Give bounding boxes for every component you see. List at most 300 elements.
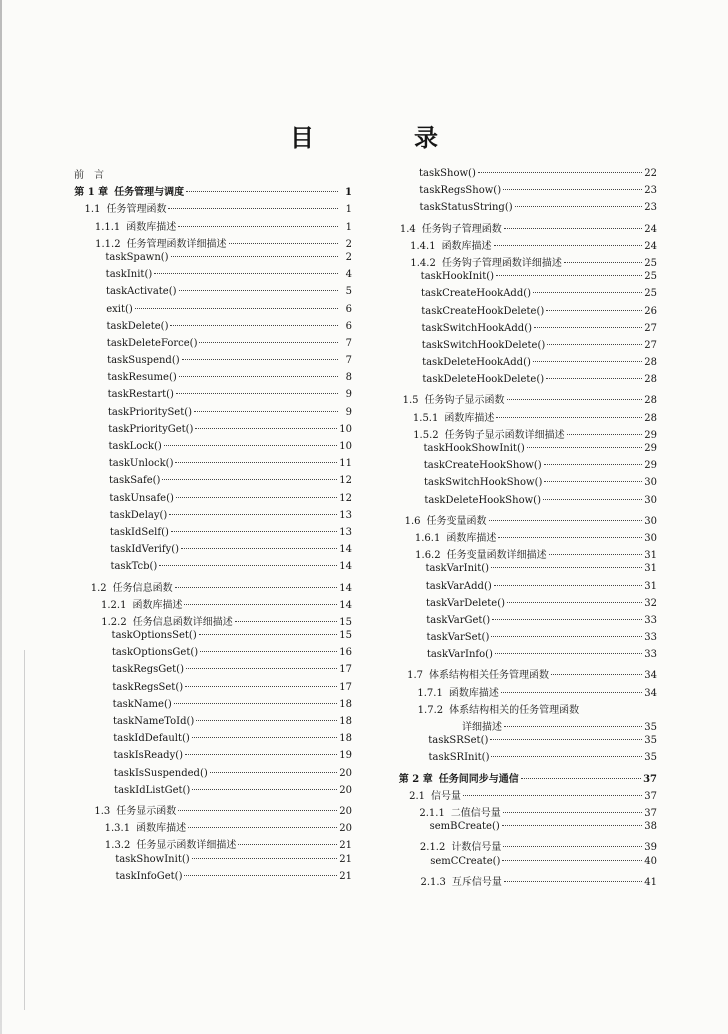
toc-entry-title: taskLock() — [108, 441, 162, 452]
toc-entry — [389, 237, 657, 254]
toc-entry — [74, 269, 352, 286]
toc-entry — [389, 340, 657, 357]
toc-entry-title: 函数库描述 — [126, 221, 177, 233]
toc-entry — [389, 220, 657, 237]
toc-entry-title: taskSpawn() — [105, 251, 169, 263]
dot-leader — [549, 554, 643, 555]
toc-entry-page: 15 — [339, 630, 352, 642]
toc-entry-title: taskTcb() — [110, 561, 158, 573]
toc-entry-title: taskSRInit() — [428, 752, 490, 764]
toc-entry-number: 2.1.2 — [419, 842, 446, 854]
scan-mark — [24, 650, 25, 1010]
toc-entry-title: 任务管理函数详细描述 — [126, 238, 227, 250]
toc-entry-page: 13 — [339, 526, 352, 538]
toc-entry-page: 27 — [644, 339, 657, 351]
toc-entry — [74, 355, 352, 372]
dot-leader — [489, 520, 643, 521]
toc-entry — [389, 649, 657, 666]
toc-entry — [74, 200, 352, 217]
dot-leader — [178, 810, 337, 811]
dot-leader — [503, 189, 642, 190]
toc-entry-page: 33 — [644, 649, 657, 661]
toc-entry-title: semBCreate() — [429, 821, 500, 833]
toc-entry — [74, 836, 352, 853]
toc-entry — [74, 596, 352, 613]
toc-entry-page: 2 — [345, 238, 352, 250]
toc-entry — [74, 716, 352, 733]
toc-entry-title: taskCreateHookDelete() — [421, 305, 545, 317]
toc-entry-title: taskRestart() — [107, 389, 174, 401]
toc-entry-page: 1 — [345, 187, 352, 199]
toc-entry-page: 12 — [339, 475, 352, 487]
toc-entry-number: 第 2 章 — [398, 773, 433, 785]
toc-entry — [74, 252, 352, 269]
toc-entry-page: 20 — [339, 805, 352, 817]
dot-leader — [164, 445, 338, 446]
toc-entry-page: 21 — [339, 840, 352, 852]
dot-leader — [210, 772, 338, 773]
toc-entry — [74, 338, 352, 355]
toc-entry-page: 28 — [644, 357, 657, 369]
toc-entry-title: 任务变量函数详细描述 — [446, 550, 547, 562]
toc-entry-title: exit() — [106, 303, 133, 315]
dot-leader — [184, 875, 337, 876]
toc-entry-number: 2.1.1 — [419, 807, 445, 819]
toc-entry-page: 18 — [339, 698, 352, 710]
toc-entry-page: 25 — [644, 257, 657, 269]
dot-leader — [551, 674, 642, 675]
dot-leader — [491, 636, 642, 637]
dot-leader — [546, 310, 642, 311]
toc-entry-page: 33 — [644, 614, 657, 626]
toc-entry — [74, 475, 352, 492]
dot-leader — [527, 447, 643, 448]
toc-entry-page: 26 — [644, 305, 657, 317]
toc-entry-page: 14 — [339, 599, 352, 611]
dot-leader — [494, 245, 643, 246]
toc-entry-page: 23 — [644, 202, 657, 214]
toc-entry-title: taskDeleteForce() — [106, 337, 198, 349]
dot-leader — [200, 651, 337, 652]
toc-entry — [74, 527, 352, 544]
toc-entry-title: taskIdDefault() — [113, 733, 190, 745]
toc-entry — [74, 458, 352, 475]
dot-leader — [229, 243, 338, 244]
dot-leader — [504, 881, 642, 882]
dot-leader — [503, 846, 642, 847]
dot-leader — [491, 756, 642, 757]
toc-entry-title: taskDelete() — [106, 320, 169, 332]
toc-entry-title: taskHookShowInit() — [423, 443, 525, 454]
dot-leader — [494, 585, 643, 586]
toc-entry-page: 7 — [345, 355, 352, 367]
toc-entry-page: 22 — [644, 168, 657, 179]
toc-entry-title: taskIdSelf() — [109, 526, 169, 538]
toc-entry-page: 14 — [339, 582, 352, 594]
toc-entry-title: taskRegsShow() — [419, 185, 502, 197]
toc-entry — [74, 854, 352, 871]
toc-entry-page: 35 — [644, 722, 657, 733]
toc-entry-number: 1.2.2 — [101, 616, 127, 628]
toc-entry-title: taskSwitchHookShow() — [424, 477, 543, 489]
toc-entry-page: 37 — [644, 807, 657, 819]
dot-leader — [182, 359, 338, 360]
dot-leader — [192, 789, 337, 790]
toc-entry-title: taskIdVerify() — [110, 544, 180, 556]
dot-leader — [179, 290, 338, 291]
toc-entry-page: 35 — [644, 752, 657, 764]
toc-entry-page: 13 — [339, 509, 352, 521]
toc-entry — [389, 202, 657, 219]
toc-entry — [389, 460, 657, 477]
toc-entry — [389, 563, 657, 580]
dot-leader — [199, 634, 338, 635]
toc-entry — [389, 632, 657, 649]
toc-entry-title: 函数库描述 — [446, 532, 497, 544]
toc-entry-number: 1.5.1 — [412, 412, 439, 424]
dot-leader — [159, 565, 337, 566]
toc-entry-page: 31 — [644, 550, 657, 562]
dot-leader — [543, 499, 642, 500]
toc-entry-page: 35 — [644, 735, 657, 747]
toc-entry-title: taskHookInit() — [420, 271, 495, 283]
toc-entry-title: 任务显示函数 — [116, 805, 177, 817]
dot-leader — [546, 378, 642, 379]
toc-entry-title: taskVarGet() — [426, 614, 491, 626]
toc-entry-page: 2 — [345, 251, 352, 263]
dot-leader — [199, 342, 338, 343]
toc-entry-title: 函数库描述 — [441, 240, 492, 252]
toc-entry — [389, 168, 657, 185]
dot-leader — [507, 602, 642, 603]
toc-entry-number: 2.1 — [409, 790, 425, 802]
toc-entry-number: 第 1 章 — [74, 187, 109, 199]
toc-entry — [389, 752, 657, 769]
toc-entry-title: taskResume() — [107, 372, 177, 384]
toc-entry — [74, 750, 352, 767]
toc-entry-page: 29 — [644, 460, 657, 472]
toc-entry-title: 函数库描述 — [448, 687, 499, 699]
toc-entry-title: taskVarDelete() — [426, 597, 506, 609]
toc-entry-title: taskSwitchHookAdd() — [421, 322, 533, 334]
toc-entry-page: 24 — [644, 223, 657, 235]
dot-leader — [503, 812, 642, 813]
toc-entry-title: taskShow() — [419, 168, 476, 179]
toc-entry — [389, 288, 657, 305]
toc-entry — [74, 389, 352, 406]
toc-entry — [74, 682, 352, 699]
dot-leader — [176, 393, 338, 394]
toc-entry — [389, 495, 657, 512]
dot-leader — [194, 411, 338, 412]
toc-entry-page: 20 — [339, 823, 352, 835]
toc-entry-number: 1.7.2 — [417, 704, 444, 716]
toc-left-column — [74, 166, 352, 888]
dot-leader — [498, 537, 642, 538]
toc-entry-number: 1.6 — [404, 515, 421, 527]
toc-entry-title: 任务管理函数 — [106, 204, 167, 216]
dot-leader — [495, 653, 642, 654]
toc-entry — [74, 819, 352, 836]
toc-entry-title: 任务显示函数详细描述 — [136, 840, 237, 852]
toc-entry — [389, 598, 657, 615]
toc-entry-title: taskVarAdd() — [425, 580, 492, 592]
toc-entry-page: 17 — [339, 681, 352, 693]
toc-entry-number: 1.4.1 — [410, 240, 436, 252]
toc-entry-page: 38 — [644, 821, 657, 833]
toc-entry-page: 10 — [339, 441, 352, 452]
dot-leader — [507, 399, 643, 400]
toc-entry — [74, 510, 352, 527]
dot-leader — [501, 692, 642, 693]
dot-leader — [188, 827, 337, 828]
toc-entry-title: 任务信息函数详细描述 — [132, 616, 233, 628]
toc-entry-number: 1.1.2 — [95, 238, 121, 250]
toc-entry — [74, 407, 352, 424]
dot-leader — [185, 686, 337, 687]
toc-entry-title: taskDeleteHookAdd() — [422, 357, 531, 369]
toc-entry-page: 23 — [644, 185, 657, 197]
toc-entry — [389, 323, 657, 340]
toc-entry-title: 详细描述 — [461, 722, 502, 733]
dot-leader — [154, 273, 338, 274]
dot-leader — [534, 327, 642, 328]
toc-right-column — [389, 168, 657, 890]
toc-entry — [389, 856, 657, 873]
toc-entry-number: 1.5 — [402, 395, 419, 407]
toc-entry — [74, 493, 352, 510]
dot-leader — [564, 262, 642, 263]
dot-leader — [178, 226, 338, 227]
toc-entry-number: 1.4.2 — [410, 257, 436, 269]
dot-leader — [504, 228, 643, 229]
toc-entry-page: 6 — [345, 320, 352, 332]
toc-entry-page: 30 — [644, 477, 657, 489]
toc-entry-page: 1 — [345, 204, 352, 216]
toc-entry-number: 1.7 — [407, 670, 424, 682]
toc-entry — [74, 286, 352, 303]
toc-entry — [389, 477, 657, 494]
toc-entry-page: 14 — [339, 544, 352, 556]
toc-entry — [74, 785, 352, 802]
toc-entry-number: 1.3 — [94, 805, 111, 817]
toc-entry-page: 29 — [644, 429, 657, 441]
toc-entry-page: 9 — [345, 389, 352, 401]
toc-entry-page: 21 — [339, 853, 352, 865]
dot-leader — [181, 548, 337, 549]
dot-leader — [192, 737, 337, 738]
toc-entry-page: 37 — [643, 773, 657, 785]
toc-entry-title: 计数信号量 — [451, 842, 502, 854]
toc-entry-title: taskShowInit() — [115, 853, 190, 865]
toc-entry-title: 任务变量函数 — [426, 515, 487, 527]
toc-entry — [389, 546, 657, 563]
dot-leader — [533, 361, 642, 362]
toc-entry — [389, 615, 657, 632]
toc-entry — [74, 768, 352, 785]
dot-leader — [174, 703, 338, 704]
toc-entry-title: 互斥信号量 — [451, 876, 502, 888]
toc-entry-number: 1.4 — [399, 223, 416, 235]
toc-entry-title: taskIdListGet() — [114, 784, 191, 796]
toc-entry-title: taskInit() — [105, 269, 153, 281]
dot-leader — [491, 567, 642, 568]
toc-entry-page: 28 — [644, 412, 657, 424]
toc-entry — [389, 271, 657, 288]
toc-entry-page: 21 — [339, 870, 352, 882]
toc-entry — [389, 357, 657, 374]
toc-entry — [74, 699, 352, 716]
toc-entry-title: taskRegsGet() — [112, 664, 184, 676]
toc-entry-page: 30 — [644, 515, 657, 527]
toc-entry — [389, 581, 657, 598]
toc-entry — [74, 579, 352, 596]
dot-leader — [192, 858, 338, 859]
toc-entry — [74, 802, 352, 819]
toc-entry-page: 8 — [345, 372, 352, 384]
toc-entry — [74, 664, 352, 681]
toc-entry-title: 函数库描述 — [132, 599, 183, 611]
toc-entry-title: 二值信号量 — [450, 807, 501, 819]
dot-leader — [504, 726, 642, 727]
toc-entry-title: taskSRSet() — [428, 735, 489, 747]
toc-entry-title: taskIsReady() — [113, 750, 184, 762]
dot-leader — [502, 860, 642, 861]
dot-leader — [533, 292, 642, 293]
toc-entry-number: 1.1.1 — [94, 221, 121, 233]
toc-entry-page: 20 — [339, 784, 352, 796]
toc-entry-number: 1.1 — [84, 204, 101, 216]
toc-entry-number: 1.6.1 — [414, 532, 441, 544]
toc-entry-title: 任务管理与调度 — [114, 187, 185, 199]
toc-entry — [389, 185, 657, 202]
toc-entry-page: 31 — [644, 563, 657, 575]
toc-entry — [389, 873, 657, 890]
dot-leader — [544, 464, 643, 465]
dot-leader — [168, 208, 338, 209]
toc-entry-page: 14 — [339, 561, 352, 573]
toc-entry — [74, 647, 352, 664]
toc-entry — [74, 544, 352, 561]
toc-entry-page: 24 — [644, 240, 657, 252]
toc-entry-title: semCCreate() — [430, 855, 501, 867]
toc-entry — [389, 409, 657, 426]
toc-entry-title: 任务钩子管理函数详细描述 — [441, 257, 562, 269]
toc-entry — [74, 218, 352, 235]
dot-leader — [184, 604, 337, 605]
toc-entry-page: 30 — [644, 494, 657, 506]
toc-entry-number: 1.3.2 — [104, 840, 131, 852]
toc-entry — [389, 787, 657, 804]
toc-entry — [74, 630, 352, 647]
toc-entry-title: taskOptionsGet() — [111, 647, 199, 659]
dot-leader — [492, 619, 642, 620]
toc-entry — [389, 391, 657, 408]
toc-entry — [389, 701, 657, 718]
dot-leader — [521, 778, 641, 779]
toc-entry-page: 19 — [339, 750, 352, 762]
toc-entry-title: taskPrioritySet() — [107, 406, 193, 418]
toc-entry-page: 32 — [644, 597, 657, 609]
toc-entry-title: taskStatusString() — [419, 202, 513, 214]
toc-entry-number: 1.2 — [90, 582, 107, 594]
toc-entry — [389, 374, 657, 391]
toc-entry-title: 任务钩子显示函数详细描述 — [444, 429, 565, 441]
toc-entry — [389, 426, 657, 443]
dot-leader — [490, 739, 642, 740]
dot-leader — [162, 479, 337, 480]
toc-entry-title: 函数库描述 — [444, 412, 495, 424]
toc-entry — [389, 804, 657, 821]
toc-entry-title: taskNameToId() — [112, 716, 195, 727]
toc-entry — [74, 183, 352, 200]
toc-entry-page: 34 — [644, 670, 657, 682]
dot-leader — [544, 481, 642, 482]
toc-entry-page: 28 — [644, 395, 657, 407]
toc-entry-page: 18 — [339, 733, 352, 745]
toc-entry-page: 9 — [345, 406, 352, 418]
toc-entry-page: 27 — [644, 322, 657, 334]
toc-entry-title: 任务钩子显示函数 — [424, 395, 505, 407]
dot-leader — [179, 376, 338, 377]
toc-entry-title: taskPriorityGet() — [108, 423, 194, 435]
toc-entry-page: 18 — [339, 716, 352, 727]
dot-leader — [515, 206, 643, 207]
toc-entry-page: 12 — [339, 492, 352, 504]
toc-entry-title: taskRegsSet() — [112, 681, 184, 693]
page-title: 目 录 — [290, 123, 476, 152]
toc-entry-page: 20 — [339, 767, 352, 779]
toc-entry — [389, 512, 657, 529]
toc-entry-number: 2.1.3 — [420, 876, 446, 888]
dot-leader — [186, 668, 337, 669]
dot-leader — [171, 531, 337, 532]
toc-entry — [74, 871, 352, 888]
toc-entry-title: 体系结构相关的任务管理函数 — [449, 704, 580, 716]
toc-entry — [389, 306, 657, 323]
toc-entry-title: taskSafe() — [109, 475, 161, 487]
toc-entry-title: taskSuspend() — [107, 355, 180, 367]
dot-leader — [496, 275, 642, 276]
toc-entry-number: 1.6.2 — [415, 550, 441, 562]
dot-leader — [135, 308, 338, 309]
toc-entry — [74, 321, 352, 338]
dot-leader — [195, 428, 337, 429]
toc-entry-title: 前 言 — [74, 170, 104, 181]
toc-entry-title: taskActivate() — [105, 286, 177, 298]
toc-entry-page: 16 — [339, 647, 352, 659]
toc-entry-title: taskVarSet() — [426, 632, 490, 644]
toc-entry-title: taskCreateHookAdd() — [420, 288, 532, 300]
toc-entry-page: 10 — [339, 423, 352, 435]
dot-leader — [170, 325, 338, 326]
toc-entry-page: 15 — [339, 616, 352, 628]
toc-entry-page: 17 — [339, 664, 352, 676]
toc-entry-title: taskDeleteHookDelete() — [422, 374, 545, 386]
dot-leader — [547, 344, 642, 345]
toc-entry — [389, 254, 657, 271]
toc-entry — [74, 613, 352, 630]
toc-entry — [74, 424, 352, 441]
scan-edge — [0, 0, 2, 1034]
toc-entry — [389, 821, 657, 838]
toc-entry — [74, 561, 352, 578]
toc-entry-number: 1.7.1 — [417, 687, 443, 699]
dot-leader — [196, 720, 337, 721]
toc-entry — [389, 666, 657, 683]
toc-entry-page: 37 — [644, 790, 657, 802]
toc-entry-page: 1 — [345, 221, 352, 233]
